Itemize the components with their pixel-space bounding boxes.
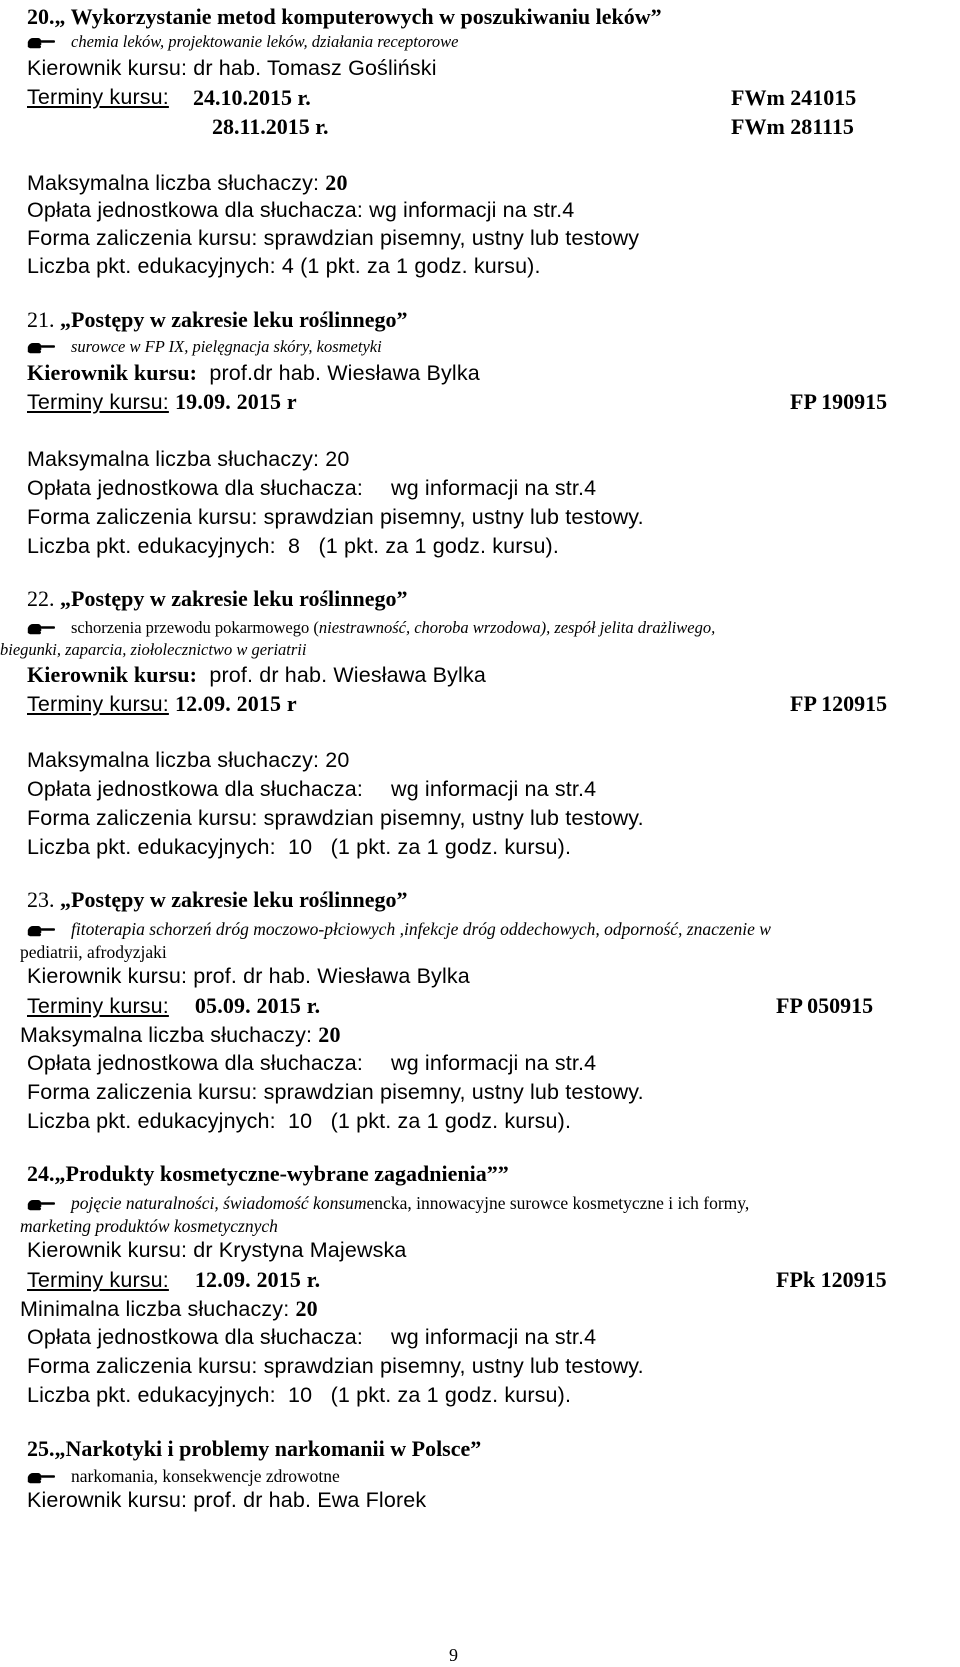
pointing-hand-icon xyxy=(27,924,57,937)
course-manager: Kierownik kursu: prof.dr hab. Wiesława Bylka xyxy=(27,360,480,385)
course-code-1: FPk 120915 xyxy=(776,1267,887,1292)
course-points: Liczba pkt. edukacyjnych: 10 (1 pkt. za 1 godz. kursu). xyxy=(27,835,572,859)
course-term-2: 28.11.2015 r. xyxy=(212,114,329,139)
course-fee: Opłata jednostkowa dla słuchacza: wg informacji na str.4 xyxy=(27,777,597,801)
course-title: 24.„Produkty kosmetyczne-wybrane zagadnienia”” xyxy=(27,1161,509,1186)
course-max: Minimalna liczba słuchaczy: 20 xyxy=(20,1296,318,1321)
pointing-hand-icon xyxy=(27,341,57,354)
course-term-1: 24.10.2015 r. xyxy=(193,85,311,110)
course-title: 25.„Narkotyki i problemy narkomanii w Polsce” xyxy=(27,1436,482,1461)
pointing-hand-icon xyxy=(27,622,57,635)
course-terms: Terminy kursu: 05.09. 2015 r. xyxy=(27,993,321,1018)
course-code-1: FWm 241015 xyxy=(731,85,857,110)
course-topic: chemia leków, projektowanie leków, działania receptorowe xyxy=(27,32,459,52)
pointing-hand-icon xyxy=(27,36,57,49)
course-manager: Kierownik kursu: dr hab. Tomasz Gośliński xyxy=(27,56,437,80)
course-manager: Kierownik kursu: dr Krystyna Majewska xyxy=(27,1238,407,1262)
course-title: 22. „Postępy w zakresie leku roślinnego” xyxy=(27,586,408,611)
course-form: Forma zaliczenia kursu: sprawdzian pisemny, ustny lub testowy. xyxy=(27,505,644,529)
course-fee: Opłata jednostkowa dla słuchacza: wg informacji na str.4 xyxy=(27,1051,597,1075)
course-form: Forma zaliczenia kursu: sprawdzian pisemny, ustny lub testowy xyxy=(27,226,640,250)
course-topic: schorzenia przewodu pokarmowego (niestrawność, choroba wrzodowa), zespół jelita drażliwego, xyxy=(27,618,715,638)
page-number: 9 xyxy=(449,1645,458,1665)
course-max: Maksymalna liczba słuchaczy: 20 xyxy=(27,170,348,195)
course-topic: narkomania, konsekwencje zdrowotne xyxy=(27,1466,340,1487)
course-terms: Terminy kursu: 12.09. 2015 r. xyxy=(27,1267,321,1292)
course-form: Forma zaliczenia kursu: sprawdzian pisemny, ustny lub testowy. xyxy=(27,806,644,830)
pointing-hand-icon xyxy=(27,1198,57,1211)
course-topic-line2: pediatrii, afrodyzjaki xyxy=(20,942,167,962)
course-title: 20.„ Wykorzystanie metod komputerowych w poszukiwaniu leków” xyxy=(27,4,662,29)
course-fee: Opłata jednostkowa dla słuchacza: wg informacji na str.4 xyxy=(27,1325,597,1349)
course-form: Forma zaliczenia kursu: sprawdzian pisemny, ustny lub testowy. xyxy=(27,1354,644,1378)
course-max: Maksymalna liczba słuchaczy: 20 xyxy=(27,748,350,772)
course-points: Liczba pkt. edukacyjnych: 10 (1 pkt. za 1 godz. kursu). xyxy=(27,1109,572,1133)
course-max: Maksymalna liczba słuchaczy: 20 xyxy=(20,1022,341,1047)
course-points: Liczba pkt. edukacyjnych: 8 (1 pkt. za 1 godz. kursu). xyxy=(27,534,559,558)
course-fee: Opłata jednostkowa dla słuchacza: wg informacji na str.4 xyxy=(27,476,597,500)
course-topic-line2: marketing produktów kosmetycznych xyxy=(20,1216,278,1236)
course-code-1: FP 120915 xyxy=(790,691,888,716)
course-code-1: FP 050915 xyxy=(776,993,874,1018)
course-topic: fitoterapia schorzeń dróg moczowo-płciowych ,infekcje dróg oddechowych, odporność, znaczenie w xyxy=(27,919,771,940)
course-code-1: FP 190915 xyxy=(790,389,888,414)
course-points: Liczba pkt. edukacyjnych: 4 (1 pkt. za 1 godz. kursu). xyxy=(27,254,541,278)
pointing-hand-icon xyxy=(27,1471,57,1484)
course-topic: surowce w FP IX, pielęgnacja skóry, kosmetyki xyxy=(27,337,382,357)
course-topic: pojęcie naturalności, świadomość konsumencka, innowacyjne surowce kosmetyczne i ich formy, xyxy=(27,1193,749,1214)
course-terms: Terminy kursu: 19.09. 2015 r xyxy=(27,389,297,414)
course-topic-line2: biegunki, zaparcia, ziołolecznictwo w geriatrii xyxy=(0,640,307,659)
course-fee: Opłata jednostkowa dla słuchacza: wg informacji na str.4 xyxy=(27,198,575,222)
course-manager: Kierownik kursu: prof. dr hab. Ewa Florek xyxy=(27,1488,427,1512)
course-code-2: FWm 281115 xyxy=(731,114,854,139)
course-terms: Terminy kursu: xyxy=(27,85,169,109)
course-terms: Terminy kursu: 12.09. 2015 r xyxy=(27,691,297,716)
course-manager: Kierownik kursu: prof. dr hab. Wiesława Bylka xyxy=(27,662,486,687)
course-form: Forma zaliczenia kursu: sprawdzian pisemny, ustny lub testowy. xyxy=(27,1080,644,1104)
course-manager: Kierownik kursu: prof. dr hab. Wiesława Bylka xyxy=(27,964,470,988)
course-title: 23. „Postępy w zakresie leku roślinnego” xyxy=(27,887,408,912)
course-points: Liczba pkt. edukacyjnych: 10 (1 pkt. za 1 godz. kursu). xyxy=(27,1383,572,1407)
course-title: 21. „Postępy w zakresie leku roślinnego” xyxy=(27,307,408,332)
course-max: Maksymalna liczba słuchaczy: 20 xyxy=(27,447,350,471)
